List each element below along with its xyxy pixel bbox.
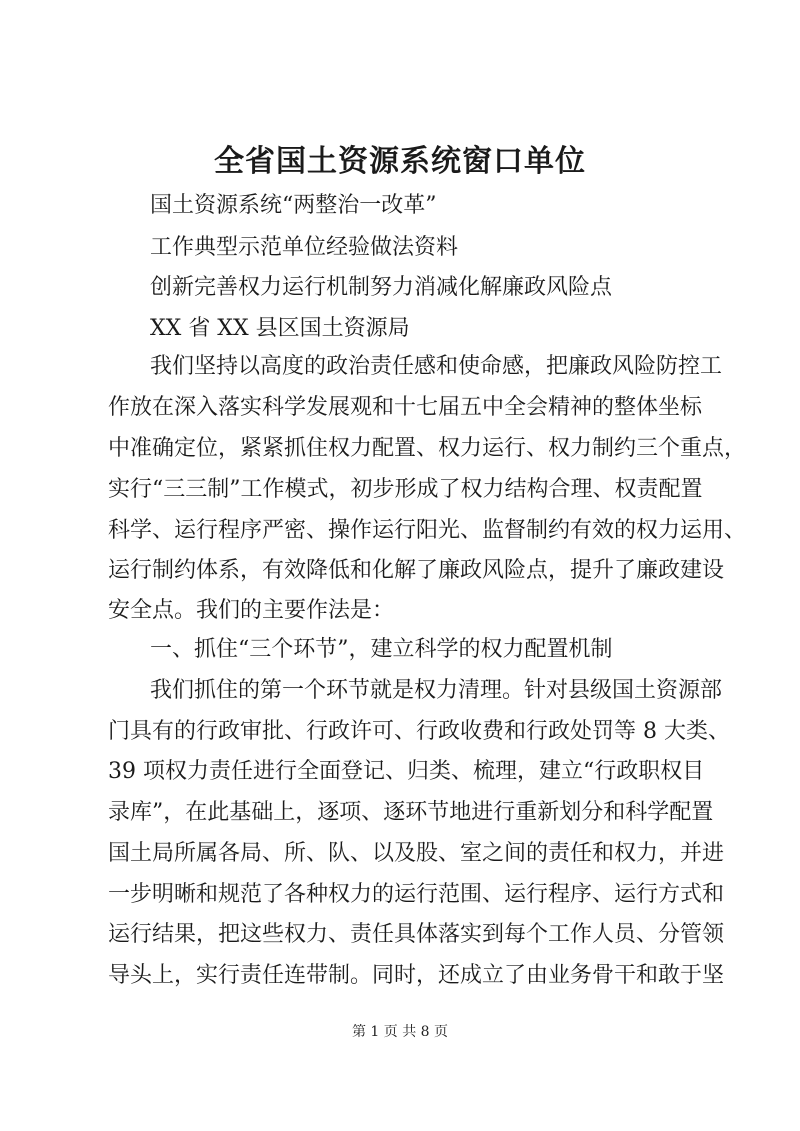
paragraph-line: 作放在深入落实科学发展观和十七届五中全会精神的整体坐标 (108, 395, 703, 420)
paragraph-line: 中准确定位，紧紧抓住权力配置、权力运行、权力制约三个重点， (108, 436, 747, 461)
paragraph-line: 安全点。我们的主要作法是： (108, 598, 395, 623)
paragraph-line: 运行结果，把这些权力、责任具体落实到每个工作人员、分管领 (108, 922, 725, 947)
paragraph-line: 我们坚持以高度的政治责任感和使命感，把廉政风险防控工 (150, 354, 723, 379)
section-heading: 一、抓住“三个环节”，建立科学的权力配置机制 (150, 637, 613, 662)
paragraph-line: 运行制约体系，有效降低和化解了廉政风险点，提升了廉政建设 (108, 558, 725, 583)
paragraph-line: 39 项权力责任进行全面登记、归类、梳理，建立“行政职权目 (108, 759, 705, 784)
subtitle-line-3: 创新完善权力运行机制努力消减化解廉政风险点 (150, 275, 613, 300)
subtitle-line-2: 工作典型示范单位经验做法资料 (150, 235, 459, 260)
page-number-footer: 第 1 页 共 8 页 (351, 1024, 449, 1040)
paragraph-line: 导头上，实行责任连带制。同时，还成立了由业务骨干和敢于坚 (108, 963, 725, 988)
paragraph-line: 我们抓住的第一个环节就是权力清理。针对县级国土资源部 (150, 678, 723, 703)
paragraph-line: 录库”，在此基础上，逐项、逐环节地进行重新划分和科学配置 (108, 800, 714, 825)
paragraph-line: 科学、运行程序严密、操作运行阳光、监督制约有效的权力运用、 (108, 518, 747, 543)
paragraph-line: 一步明晰和规范了各种权力的运行范围、运行程序、运行方式和 (108, 882, 725, 907)
paragraph-line: 门具有的行政审批、行政许可、行政收费和行政处罚等 8 大类、 (108, 719, 730, 744)
paragraph-line: 国土局所属各局、所、队、以及股、室之间的责任和权力，并进 (108, 841, 725, 866)
document-title: 全省国土资源系统窗口单位 (214, 144, 586, 179)
subtitle-line-1: 国土资源系统“两整治一改革” (150, 193, 437, 218)
paragraph-line: 实行“三三制”工作模式，初步形成了权力结构合理、权责配置 (108, 477, 703, 502)
author-line: XX 省 XX 县区国土资源局 (150, 316, 410, 341)
